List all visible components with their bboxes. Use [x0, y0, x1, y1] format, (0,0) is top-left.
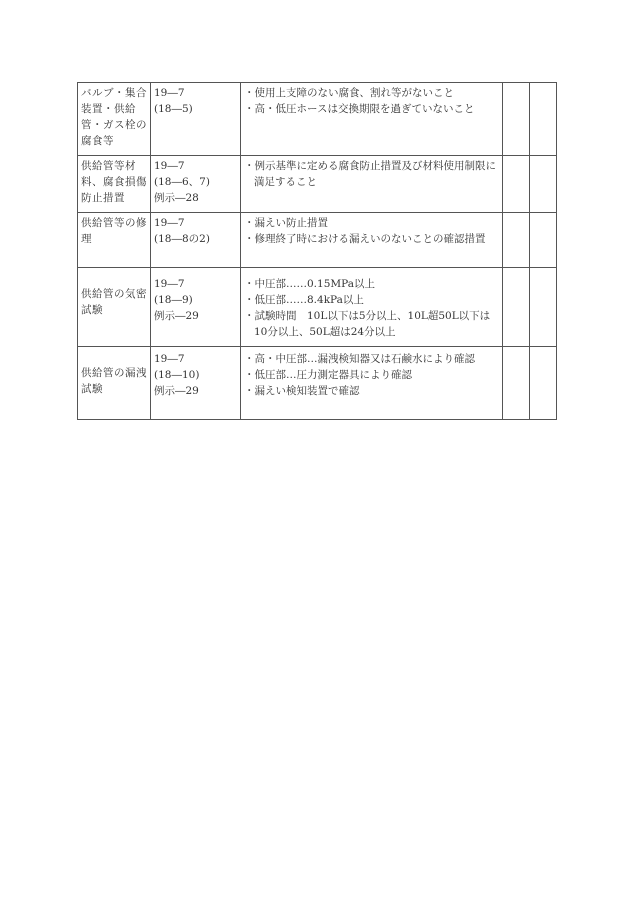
requirement-cell — [241, 213, 503, 268]
reference-line: 19―7 — [154, 87, 185, 99]
requirement-item: ・ 例示基準に定める腐食防止措置及び材料使用制限に満足すること — [244, 158, 499, 190]
table-row — [78, 83, 557, 156]
requirement-cell — [241, 83, 503, 156]
requirement-cell — [241, 347, 503, 420]
requirement-item: ・ 低圧部……8.4kPa以上 — [244, 292, 499, 308]
table-row — [78, 213, 557, 268]
requirement-item: ・ 中圧部……0.15MPa以上 — [244, 276, 499, 292]
reference-cell — [151, 268, 241, 347]
check-cell-2[interactable] — [530, 156, 557, 213]
reference-line: 例示―29 — [154, 385, 199, 397]
requirement-item: ・ 漏えい検知装置で確認 — [244, 383, 499, 399]
reference-line: 19―7 — [154, 160, 185, 172]
reference-line: 例示―29 — [154, 310, 199, 322]
item-cell: バルブ・集合装置・供給管・ガス栓の腐食等 — [78, 83, 151, 156]
table-row — [78, 156, 557, 213]
reference-line: (18―9) — [154, 294, 193, 306]
requirement-item: ・ 高・中圧部…漏洩検知器又は石鹸水により確認 — [244, 351, 499, 367]
check-cell-1[interactable] — [503, 213, 530, 268]
reference-cell — [151, 156, 241, 213]
check-cell-1[interactable] — [503, 268, 530, 347]
inspection-table — [77, 82, 557, 420]
reference-line: 19―7 — [154, 217, 185, 229]
requirement-cell — [241, 156, 503, 213]
item-cell: 供給管の気密試験 — [78, 268, 151, 347]
check-cell-2[interactable] — [530, 268, 557, 347]
reference-line: (18―8の2) — [154, 233, 210, 245]
reference-line: 19―7 — [154, 353, 185, 365]
reference-line: (18―10) — [154, 369, 200, 381]
reference-line: 例示―28 — [154, 192, 199, 204]
item-cell: 供給管等の修理 — [78, 213, 151, 268]
check-cell-1[interactable] — [503, 156, 530, 213]
item-cell: 供給管の漏洩試験 — [78, 347, 151, 420]
requirement-item: ・ 試験時間 10L以下は5分以上、10L超50L以下は10分以上、50L超は24分以上 — [244, 308, 499, 340]
requirement-item: ・ 漏えい防止措置 — [244, 215, 499, 231]
table-row — [78, 347, 557, 420]
requirement-item: ・ 使用上支障のない腐食、割れ等がないこと — [244, 85, 499, 101]
requirement-item: ・ 修理終了時における漏えいのないことの確認措置 — [244, 231, 499, 247]
requirement-cell — [241, 268, 503, 347]
reference-line: (18―5) — [154, 103, 193, 115]
reference-line: 19―7 — [154, 278, 185, 290]
check-cell-2[interactable] — [530, 213, 557, 268]
reference-cell — [151, 347, 241, 420]
reference-cell — [151, 83, 241, 156]
check-cell-2[interactable] — [530, 83, 557, 156]
check-cell-1[interactable] — [503, 83, 530, 156]
check-cell-2[interactable] — [530, 347, 557, 420]
reference-cell — [151, 213, 241, 268]
requirement-item: ・ 高・低圧ホースは交換期限を過ぎていないこと — [244, 101, 499, 117]
requirement-item: ・ 低圧部…圧力測定器具により確認 — [244, 367, 499, 383]
item-cell: 供給管等材料、腐食損傷防止措置 — [78, 156, 151, 213]
check-cell-1[interactable] — [503, 347, 530, 420]
reference-line: (18―6、7) — [154, 176, 210, 188]
table-row — [78, 268, 557, 347]
